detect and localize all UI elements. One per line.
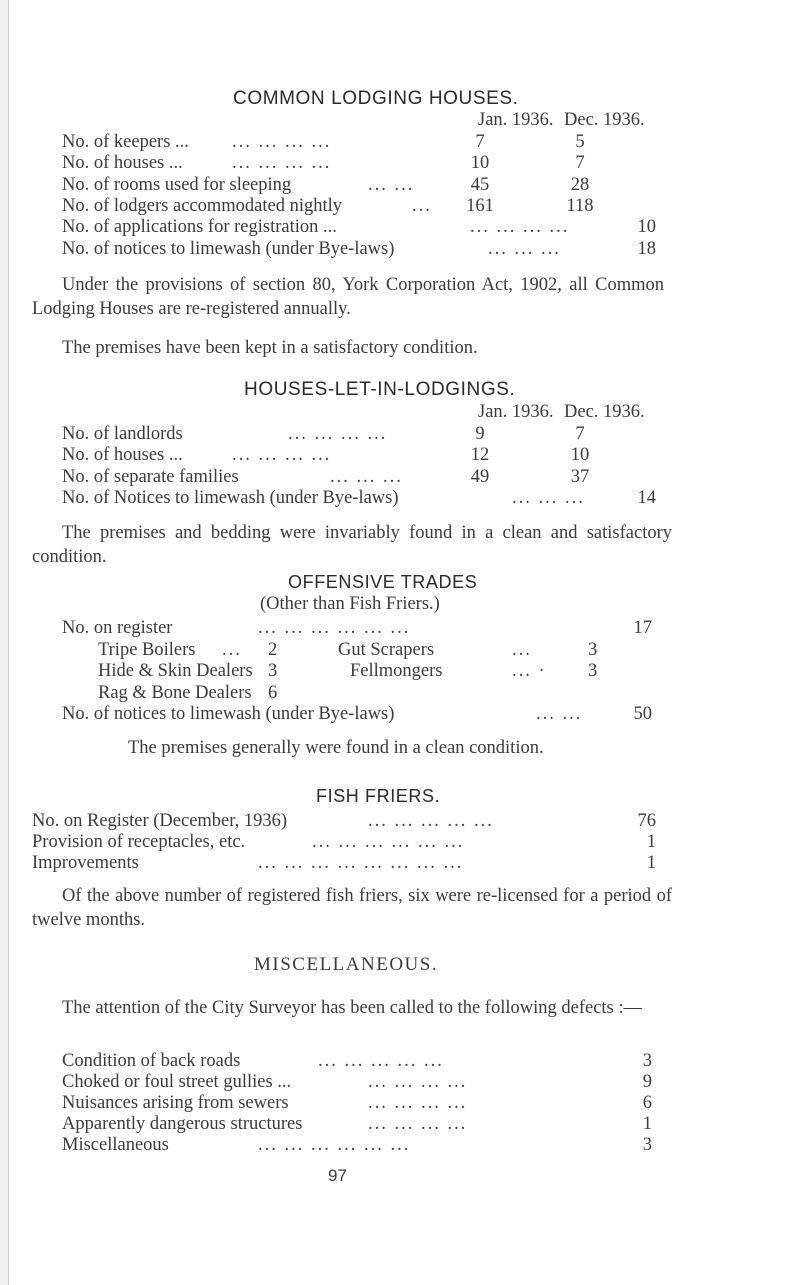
ot-register-label: No. on register: [62, 618, 173, 638]
cl-row-keepers-jan: 7: [475, 132, 485, 152]
hl-row-landlords-dec: 7: [575, 424, 585, 444]
misc-row-gullies-label: Choked or foul street gullies ...: [62, 1072, 292, 1092]
ot-trade-gut-scrapers: Gut Scrapers: [338, 640, 435, 660]
ot-trade-rag-bone: Rag & Bone Dealers: [98, 683, 252, 703]
cl-row-rooms-dec: 28: [570, 175, 590, 195]
ot-trade-gut-scrapers-leader: ...: [512, 640, 532, 660]
misc-row-structures-leader: ... ... ... ...: [368, 1114, 468, 1134]
cl-row-notices-total: 18: [637, 239, 656, 259]
cl-row-rooms-label: No. of rooms used for sleeping: [62, 175, 292, 195]
misc-row-structures-total: 1: [642, 1114, 652, 1134]
hl-row-families-dec: 37: [570, 467, 590, 487]
ot-trade-rag-bone-count: 6: [268, 683, 278, 703]
hl-row-families-label: No. of separate families: [62, 467, 239, 487]
cl-col-jan-header: Jan. 1936.: [478, 110, 554, 130]
cl-row-keepers-dec: 5: [575, 132, 585, 152]
cl-row-keepers-label: No. of keepers ...: [62, 132, 189, 152]
misc-row-sewers-total: 6: [642, 1093, 652, 1113]
hl-row-families-jan: 49: [470, 467, 490, 487]
misc-row-miscellaneous-leader: ... ... ... ... ... ...: [258, 1135, 411, 1155]
ot-paragraph-condition: The premises generally were found in a clean condition.: [128, 738, 544, 758]
hl-row-families-leader: ... ... ...: [330, 467, 403, 487]
cl-row-applications-label: No. of applications for registration ...: [62, 217, 337, 237]
ot-register-total: 17: [633, 618, 652, 638]
misc-row-back-roads-total: 3: [642, 1051, 652, 1071]
cl-paragraph-registration: Under the provisions of section 80, York Corporation Act, 1902, all Common Lodging Houses are re-registered annually.: [32, 275, 664, 319]
misc-row-miscellaneous-total: 3: [642, 1135, 652, 1155]
cl-row-houses-label: No. of houses ...: [62, 153, 183, 173]
ot-notices-leader: ... ...: [536, 704, 583, 724]
ot-trade-hide-skin-count: 3: [268, 661, 278, 681]
ot-trade-tripe-boilers: Tripe Boilers: [98, 640, 196, 660]
cl-row-keepers-leader: ... ... ... ...: [232, 132, 332, 152]
ff-row-register-label: No. on Register (December, 1936): [32, 811, 288, 831]
cl-row-rooms-leader: ... ...: [368, 175, 415, 195]
cl-row-notices-label: No. of notices to limewash (under Bye-laws): [62, 239, 395, 259]
misc-row-back-roads-label: Condition of back roads: [62, 1051, 241, 1071]
houses-let-heading: HOUSES-LET-IN-LODGINGS.: [244, 379, 516, 400]
hl-row-houses-jan: 12: [470, 445, 490, 465]
hl-row-houses-label: No. of houses ...: [62, 445, 183, 465]
hl-row-landlords-label: No. of landlords: [62, 424, 183, 444]
cl-row-rooms-jan: 45: [470, 175, 490, 195]
cl-row-houses-jan: 10: [470, 153, 490, 173]
ot-trade-hide-skin: Hide & Skin Dealers: [98, 661, 253, 681]
cl-row-lodgers-label: No. of lodgers accommodated nightly: [62, 196, 343, 216]
misc-row-back-roads-leader: ... ... ... ... ...: [318, 1051, 444, 1071]
cl-row-lodgers-dec: 118: [566, 196, 594, 216]
cl-row-applications-leader: ... ... ... ...: [470, 217, 570, 237]
cl-row-houses-dec: 7: [575, 153, 585, 173]
hl-row-notices-total: 14: [637, 488, 656, 508]
offensive-trades-subheading: (Other than Fish Friers.): [260, 594, 440, 614]
cl-row-lodgers-leader: ...: [412, 196, 432, 216]
common-lodging-heading: COMMON LODGING HOUSES.: [233, 88, 519, 109]
ot-trade-tripe-boilers-count: 2: [268, 640, 278, 660]
ot-trade-fellmongers-count: 3: [588, 661, 598, 681]
misc-paragraph-attention: The attention of the City Surveyor has been called to the following defects :—: [62, 998, 643, 1018]
cl-col-dec-header: Dec. 1936.: [564, 110, 645, 130]
cl-row-applications-total: 10: [637, 217, 656, 237]
hl-paragraph-condition: The premises and bedding were invariably found in a clean and satisfactory condition.: [32, 523, 672, 567]
offensive-trades-heading: OFFENSIVE TRADES: [288, 572, 478, 592]
hl-row-landlords-leader: ... ... ... ...: [288, 424, 388, 444]
misc-row-sewers-leader: ... ... ... ...: [368, 1093, 468, 1113]
ff-row-receptacles-label: Provision of receptacles, etc.: [32, 832, 246, 852]
ot-register-leader: ... ... ... ... ... ...: [258, 618, 411, 638]
miscellaneous-heading: MISCELLANEOUS.: [254, 954, 439, 975]
ot-trade-fellmongers: Fellmongers: [350, 661, 443, 681]
hl-row-notices-label: No. of Notices to limewash (under Bye-laws): [62, 488, 399, 508]
ot-notices-label: No. of notices to limewash (under Bye-laws): [62, 704, 395, 724]
page-binding-edge: [0, 0, 9, 1285]
ot-trade-gut-scrapers-count: 3: [588, 640, 598, 660]
cl-row-notices-leader: ... ... ...: [488, 239, 561, 259]
hl-col-dec-header: Dec. 1936.: [564, 402, 645, 422]
ot-notices-total: 50: [633, 704, 652, 724]
hl-row-notices-leader: ... ... ...: [512, 488, 585, 508]
page-number: 97: [328, 1166, 347, 1185]
fish-friers-heading: FISH FRIERS.: [316, 786, 441, 806]
hl-col-jan-header: Jan. 1936.: [478, 402, 554, 422]
misc-row-gullies-total: 9: [642, 1072, 652, 1092]
ff-row-improvements-leader: ... ... ... ... ... ... ... ...: [258, 853, 464, 873]
misc-row-gullies-leader: ... ... ... ...: [368, 1072, 468, 1092]
ff-row-receptacles-leader: ... ... ... ... ... ...: [312, 832, 465, 852]
cl-paragraph-condition: The premises have been kept in a satisfactory condition.: [62, 338, 478, 358]
ot-trade-tripe-boilers-leader: ...: [222, 640, 242, 660]
ff-row-register-leader: ... ... ... ... ...: [368, 811, 494, 831]
ff-row-register-total: 76: [637, 811, 656, 831]
hl-row-houses-dec: 10: [570, 445, 590, 465]
ff-row-improvements-total: 1: [646, 853, 656, 873]
hl-row-houses-leader: ... ... ... ...: [232, 445, 332, 465]
misc-row-miscellaneous-label: Miscellaneous: [62, 1135, 169, 1155]
misc-row-sewers-label: Nuisances arising from sewers: [62, 1093, 289, 1113]
ff-row-receptacles-total: 1: [646, 832, 656, 852]
misc-row-structures-label: Apparently dangerous structures: [62, 1114, 303, 1134]
cl-row-houses-leader: ... ... ... ...: [232, 153, 332, 173]
ff-row-improvements-label: Improvements: [32, 853, 139, 873]
ff-paragraph-relicensed: Of the above number of registered fish friers, six were re-licensed for a period of twelve months.: [32, 886, 672, 930]
ot-trade-fellmongers-leader: ... ·: [512, 661, 547, 681]
cl-row-lodgers-jan: 161: [466, 196, 494, 216]
hl-row-landlords-jan: 9: [475, 424, 485, 444]
